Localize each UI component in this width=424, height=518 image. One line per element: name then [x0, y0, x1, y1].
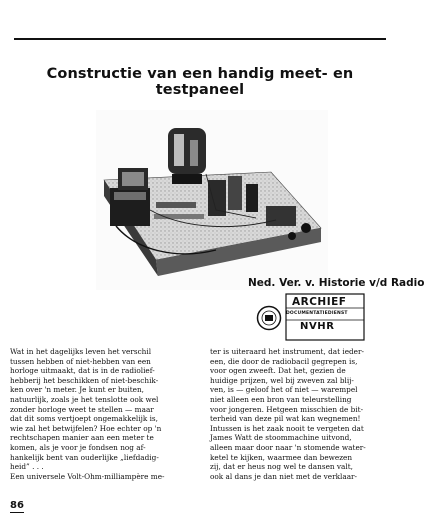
text-line: ven, is — geloof het of niet — warempel: [210, 385, 358, 395]
text-line: terheid van deze pil wat kan wegnemen!: [210, 414, 361, 424]
photo-watermark: Ned. Ver. v. Historie v/d Radio: [248, 277, 424, 289]
text-line: ook al dans je dan niet met de verklaar-: [210, 471, 357, 481]
article-column-left: [10, 347, 188, 481]
text-line: ketel te kijken, waarmee dan bewezen: [210, 452, 353, 462]
text-line: voor jongeren. Hetgeen misschien de bit-: [210, 404, 364, 414]
text-line: heid” . . .: [10, 462, 44, 472]
archive-seal-icon: [256, 305, 282, 331]
text-line: wie zal het betwijfelen? Hoe echter op 'n: [10, 423, 162, 433]
text-line: alleen maar door naar 'n stomende water-: [210, 442, 366, 452]
article-column-right: [210, 347, 388, 481]
text-line: huidige prijzen, wel bij zweven zal blij-: [210, 375, 354, 385]
text-line: ter is uiteraard het instrument, dat ieder-: [210, 347, 364, 356]
text-line: voor ogen zweeft. Dat het, gezien de: [210, 366, 346, 376]
text-line: niet alleen een bron van teleurstelling: [210, 394, 352, 404]
test-panel-photo: [96, 110, 328, 290]
text-line: zij, dat er heus nog wel te dansen valt,: [210, 462, 353, 472]
text-line: een, die door de radiobacil gegrepen is,: [210, 356, 358, 366]
text-line: Wat in het dagelijks leven het verschil: [10, 347, 152, 356]
text-line: hankelijk bent van ouderlijke „liefdadig-: [10, 452, 159, 462]
text-line: horloge uitmaakt, dat is in de radiolief-: [10, 366, 155, 376]
text-line: zonder horloge weet te stellen — maar: [10, 404, 154, 414]
stamp-dept-label: DOCUMENTATIEDIENST: [286, 311, 348, 316]
text-line: Een universele Volt-Ohm-milliampère me-: [10, 471, 165, 481]
stamp-archive-label: ARCHIEF: [292, 296, 347, 308]
text-line: natuurlijk, zoals je het tenslotte ook wel: [10, 394, 159, 404]
text-line: komen, als je voor je fondsen nog af-: [10, 442, 146, 452]
top-rule: [14, 38, 386, 40]
text-line: ken over 'n meter. Je kunt er buiten,: [10, 385, 144, 395]
text-line: tussen hebben of niet-hebben van een: [10, 356, 151, 366]
text-line: dat dit soms vertjoept ongemakkelijk is,: [10, 414, 158, 424]
text-line: Intussen is het zaak nooit te vergeten dat: [210, 423, 364, 433]
text-line: hebberij het beschikken of niet-beschik-: [10, 375, 159, 385]
page-number-underline: [10, 512, 24, 513]
page-number: 86: [10, 500, 24, 511]
article-title: Constructie van een handig meet- en testpaneel: [46, 66, 354, 98]
stamp-org-label: NVHR: [300, 321, 335, 332]
text-line: James Watt de stoommachine uitvond,: [210, 433, 352, 443]
text-line: rechtschapen manier aan een meter te: [10, 433, 154, 443]
